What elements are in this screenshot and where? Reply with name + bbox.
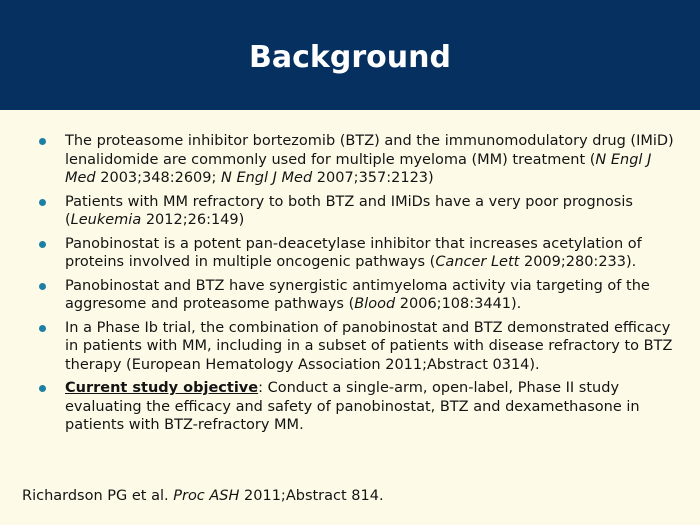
bullet-text: 2007;357:2123) <box>312 170 434 186</box>
bullet-list <box>38 132 678 440</box>
bullet-item <box>38 319 678 375</box>
bullet-text: In a Phase Ib trial, the combination of panobinostat and BTZ demonstrated efficacy in patients with MM, including in a subset of patients with disease refractory to BTZ therapy (European Hematology Association 2011;Abstract 0314). <box>65 319 673 373</box>
title-bar <box>0 0 700 110</box>
journal-name: N Engl J Med <box>221 170 313 186</box>
bullet-item <box>38 277 678 314</box>
bullet-dot-icon <box>39 283 46 290</box>
bullet-item <box>38 193 678 230</box>
bullet-text: Panobinostat is a potent pan-deacetylase inhibitor that increases acetylation of proteins involved in multiple oncogenic pathways ( <box>65 235 642 270</box>
bullet-text: Patients with MM refractory to both BTZ and IMiDs have a very poor prognosis ( <box>65 193 633 228</box>
journal-name: N Engl J Med <box>65 151 652 186</box>
journal-name: Leukemia <box>70 212 142 228</box>
objective-label: Current study objective <box>65 380 259 396</box>
bullet-dot-icon <box>39 241 46 248</box>
bullet-text: 2003;348:2609; <box>95 170 221 186</box>
bullet-text: 2012;26:149) <box>141 212 245 228</box>
bullet-dot-icon <box>39 385 46 392</box>
bullet-text: The proteasome inhibitor bortezomib (BTZ) and the immunomodulatory drug (IMiD) lenalidomide are commonly used for multiple myeloma (MM) treatment ( <box>65 133 674 168</box>
journal-name: Cancer Lett <box>435 254 520 270</box>
reference-citation <box>22 487 384 505</box>
slide-title: Background <box>249 39 451 75</box>
bullet-dot-icon <box>39 199 46 206</box>
bullet-item <box>38 379 678 435</box>
citation-text: Richardson PG et al. <box>22 488 174 504</box>
citation-text: 2011;Abstract 814. <box>239 488 384 504</box>
bullet-dot-icon <box>39 138 46 145</box>
bullet-text: 2009;280:233). <box>519 254 637 270</box>
bullet-item <box>38 235 678 272</box>
bullet-text: 2006;108:3441). <box>395 296 522 312</box>
bullet-text: Panobinostat and BTZ have synergistic antimyeloma activity via targeting of the aggresome and proteasome pathways ( <box>65 277 650 312</box>
journal-name: Blood <box>354 296 396 312</box>
bullet-item <box>38 132 678 188</box>
bullet-dot-icon <box>39 325 46 332</box>
bullet-text: : Conduct a single-arm, open-label, Phase II study evaluating the efficacy and safety of panobinostat, BTZ and dexamethasone in patients with BTZ-refractory MM. <box>65 380 640 433</box>
journal-name: Proc ASH <box>173 488 240 504</box>
